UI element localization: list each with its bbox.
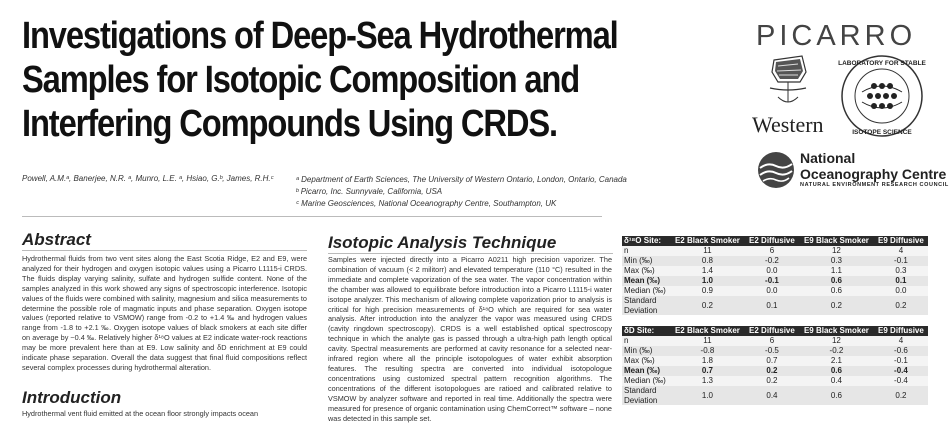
cell: -0.2 [745,256,799,266]
cell: 1.3 [670,376,745,386]
column-header: E9 Diffusive [874,236,928,246]
section-divider [22,216,602,217]
table-row [622,256,928,266]
column-header: E2 Diffusive [745,326,799,336]
cell: 1.0 [670,276,745,286]
cell: 0.2 [670,296,745,315]
noc-logo-subtitle: NATURAL ENVIRONMENT RESEARCH COUNCIL [800,182,949,188]
cell: 4 [874,336,928,346]
table-row [622,296,928,315]
cell: 0.2 [745,366,799,376]
svg-text:ISOTOPE SCIENCE: ISOTOPE SCIENCE [852,129,912,136]
row-label: Max (‰) [622,266,670,276]
cell: 6 [745,246,799,256]
cell: 12 [799,246,874,256]
table-row [622,366,928,376]
row-label: n [622,336,670,346]
table-row [622,356,928,366]
cell: 0.8 [670,256,745,266]
introduction-heading: Introduction [22,388,122,407]
row-label: Max (‰) [622,356,670,366]
table-row [622,246,928,256]
cell: 0.1 [745,296,799,315]
introduction-text: Hydrothermal vent fluid emitted at the ocean floor strongly impacts ocean [22,409,259,418]
row-label: Median (‰) [622,286,670,296]
isotopic-text: Samples were injected directly into a Picarro A0211 high precision vaporizer. The combination of vacuum (< 2 militorr) and elevated temperature (110 °C) resulted in the immediate and complete vaporization of the sea water. The vapor concentration within the chamber was allowed to equilibrate before introduction into a Picarro L1115-i water isotope analyzer. This mechanism of allowing complete vaporization prior to analysis is critical for high precision measurements of δ¹⁸O which are required for sea water analysis. After introduction into the analyzer the vapor was measured using CRDS (cavity ringdown spectroscopy). CRDS is a well established optical spectroscopy technique in which the analyte gas is passed through a ultra-high path length optical cavity. Spectral measurements are performed at cavity resonance for a selected near-infrared region where all the principle isotopologues of water exhibit absorption features. The resulting spectra are converted into individual isotopologue concentrations using customized spectral pattern recognition algorithms. The concentrations of the different isotopologues are ratioed and calibrated relative to VSMOW by analyzer software and reported in real time. Additionally the spectra were measured for presence of organic contamination using ChemCorrect™ software – none was detected in this sample set. [328,255,612,423]
noc-globe-icon [756,150,796,190]
cell: 0.2 [745,376,799,386]
table-site-label: δ¹⁸O Site: [622,236,670,246]
table-row [622,386,928,405]
abstract-text: Hydrothermal fluids from two vent sites along the East Scotia Ridge, E2 and E9, were analyzed for their hydrogen and oxygen isotopic values using a Picarro L1115-i CRDS. The fluids display varying salinity, sulfate and hydrogen sulfide content. None of the samples analyzed in this work showed any signs of spectroscopic interference. Isotopic values of the fluids were combined with salinity, magnesium and silica measurements to determine the possible role of magmatic inputs and phase separation. Oxygen isotope values (reported relative to VSMOW) range from -0.2 to +1.4 ‰ and hydrogen values range from -1.8 to +2.1 ‰. Oxygen isotope values of black smokers at each site differ on average by ~0.4 ‰. Relatively higher δ¹⁸O values at E2 indicate water-rock reactions may be more prevalent here than at E9. Low salinity and δD enrichment at E9 could indicate phase separation. Overall the data suggest that final fluid compositions reflect several complex processes during hydrothermal alteration. [22,254,307,372]
cell: 0.4 [745,386,799,405]
cell: 6 [745,336,799,346]
affiliation-list [296,174,627,210]
abstract-heading: Abstract [22,230,91,249]
cell: 0.7 [745,356,799,366]
picarro-logo: PICARRO [756,20,917,52]
isotopic-heading: Isotopic Analysis Technique [328,233,557,252]
poster-title: Investigations of Deep-Sea Hydrothermal Samples for Isotopic Composition and Interfering Compounds Using CRDS. [22,15,618,145]
oxygen-isotope-table [622,236,928,315]
cell: 0.2 [874,386,928,405]
column-header: E2 Black Smoker [670,236,745,246]
affiliation-b: ᵇ Picarro, Inc. Sunnyvale, California, USA [296,187,443,196]
western-logo-text: Western [752,112,824,137]
cell: 0.9 [670,286,745,296]
abstract-rule [22,250,307,251]
table-row [622,346,928,356]
cell: 0.0 [874,286,928,296]
author-list: Powell, A.M.ᵃ, Banerjee, N.R. ᵃ, Munro, L.E. ᵃ, Hsiao, G.ᵇ, James, R.H.ᶜ [22,174,274,183]
svg-text:LABORATORY FOR STABLE: LABORATORY FOR STABLE [838,60,926,67]
cell: 0.2 [799,296,874,315]
cell: 1.0 [670,386,745,405]
cell: 0.0 [745,286,799,296]
cell: 1.4 [670,266,745,276]
cell: 12 [799,336,874,346]
cell: 0.3 [799,256,874,266]
cell: -0.1 [874,356,928,366]
cell: 0.6 [799,386,874,405]
table-row [622,376,928,386]
cell: -0.1 [874,256,928,266]
cell: -0.1 [745,276,799,286]
cell: -0.8 [670,346,745,356]
row-label: Min (‰) [622,256,670,266]
cell: 0.7 [670,366,745,376]
column-header: E2 Black Smoker [670,326,745,336]
cell: 0.4 [799,376,874,386]
column-header: E2 Diffusive [745,236,799,246]
cell: -0.4 [874,376,928,386]
table-row [622,336,928,346]
affiliation-a: ᵃ Department of Earth Sciences, The University of Western Ontario, London, Ontario, Canada [296,175,627,184]
cell: 0.1 [874,276,928,286]
table-site-label: δD Site: [622,326,670,336]
column-header: E9 Black Smoker [799,236,874,246]
cell: -0.6 [874,346,928,356]
row-label: Mean (‰) [622,276,670,286]
cell: 2.1 [799,356,874,366]
table-row [622,286,928,296]
cell: 0.3 [874,266,928,276]
isotope-lab-seal-icon [838,52,926,140]
cell: 4 [874,246,928,256]
hydrogen-isotope-table [622,326,928,405]
cell: 1.1 [799,266,874,276]
cell: -0.2 [799,346,874,356]
cell: 0.6 [799,286,874,296]
noc-logo-name: National Oceanography Centre [800,150,947,182]
cell: 0.6 [799,276,874,286]
cell: 1.8 [670,356,745,366]
column-header: E9 Diffusive [874,326,928,336]
isotopic-rule [328,253,613,254]
cell: 0.0 [745,266,799,276]
table-row [622,266,928,276]
row-label: Min (‰) [622,346,670,356]
row-label: n [622,246,670,256]
cell: 11 [670,246,745,256]
cell: 0.6 [799,366,874,376]
cell: -0.5 [745,346,799,356]
cell: 11 [670,336,745,346]
table-row [622,276,928,286]
affiliation-c: ᶜ Marine Geosciences, National Oceanography Centre, Southampton, UK [296,199,557,208]
cell: -0.4 [874,366,928,376]
row-label: Mean (‰) [622,366,670,376]
cell: 0.2 [874,296,928,315]
row-label: Median (‰) [622,376,670,386]
row-label: Standard Deviation [622,296,670,315]
column-header: E9 Black Smoker [799,326,874,336]
row-label: Standard Deviation [622,386,670,405]
